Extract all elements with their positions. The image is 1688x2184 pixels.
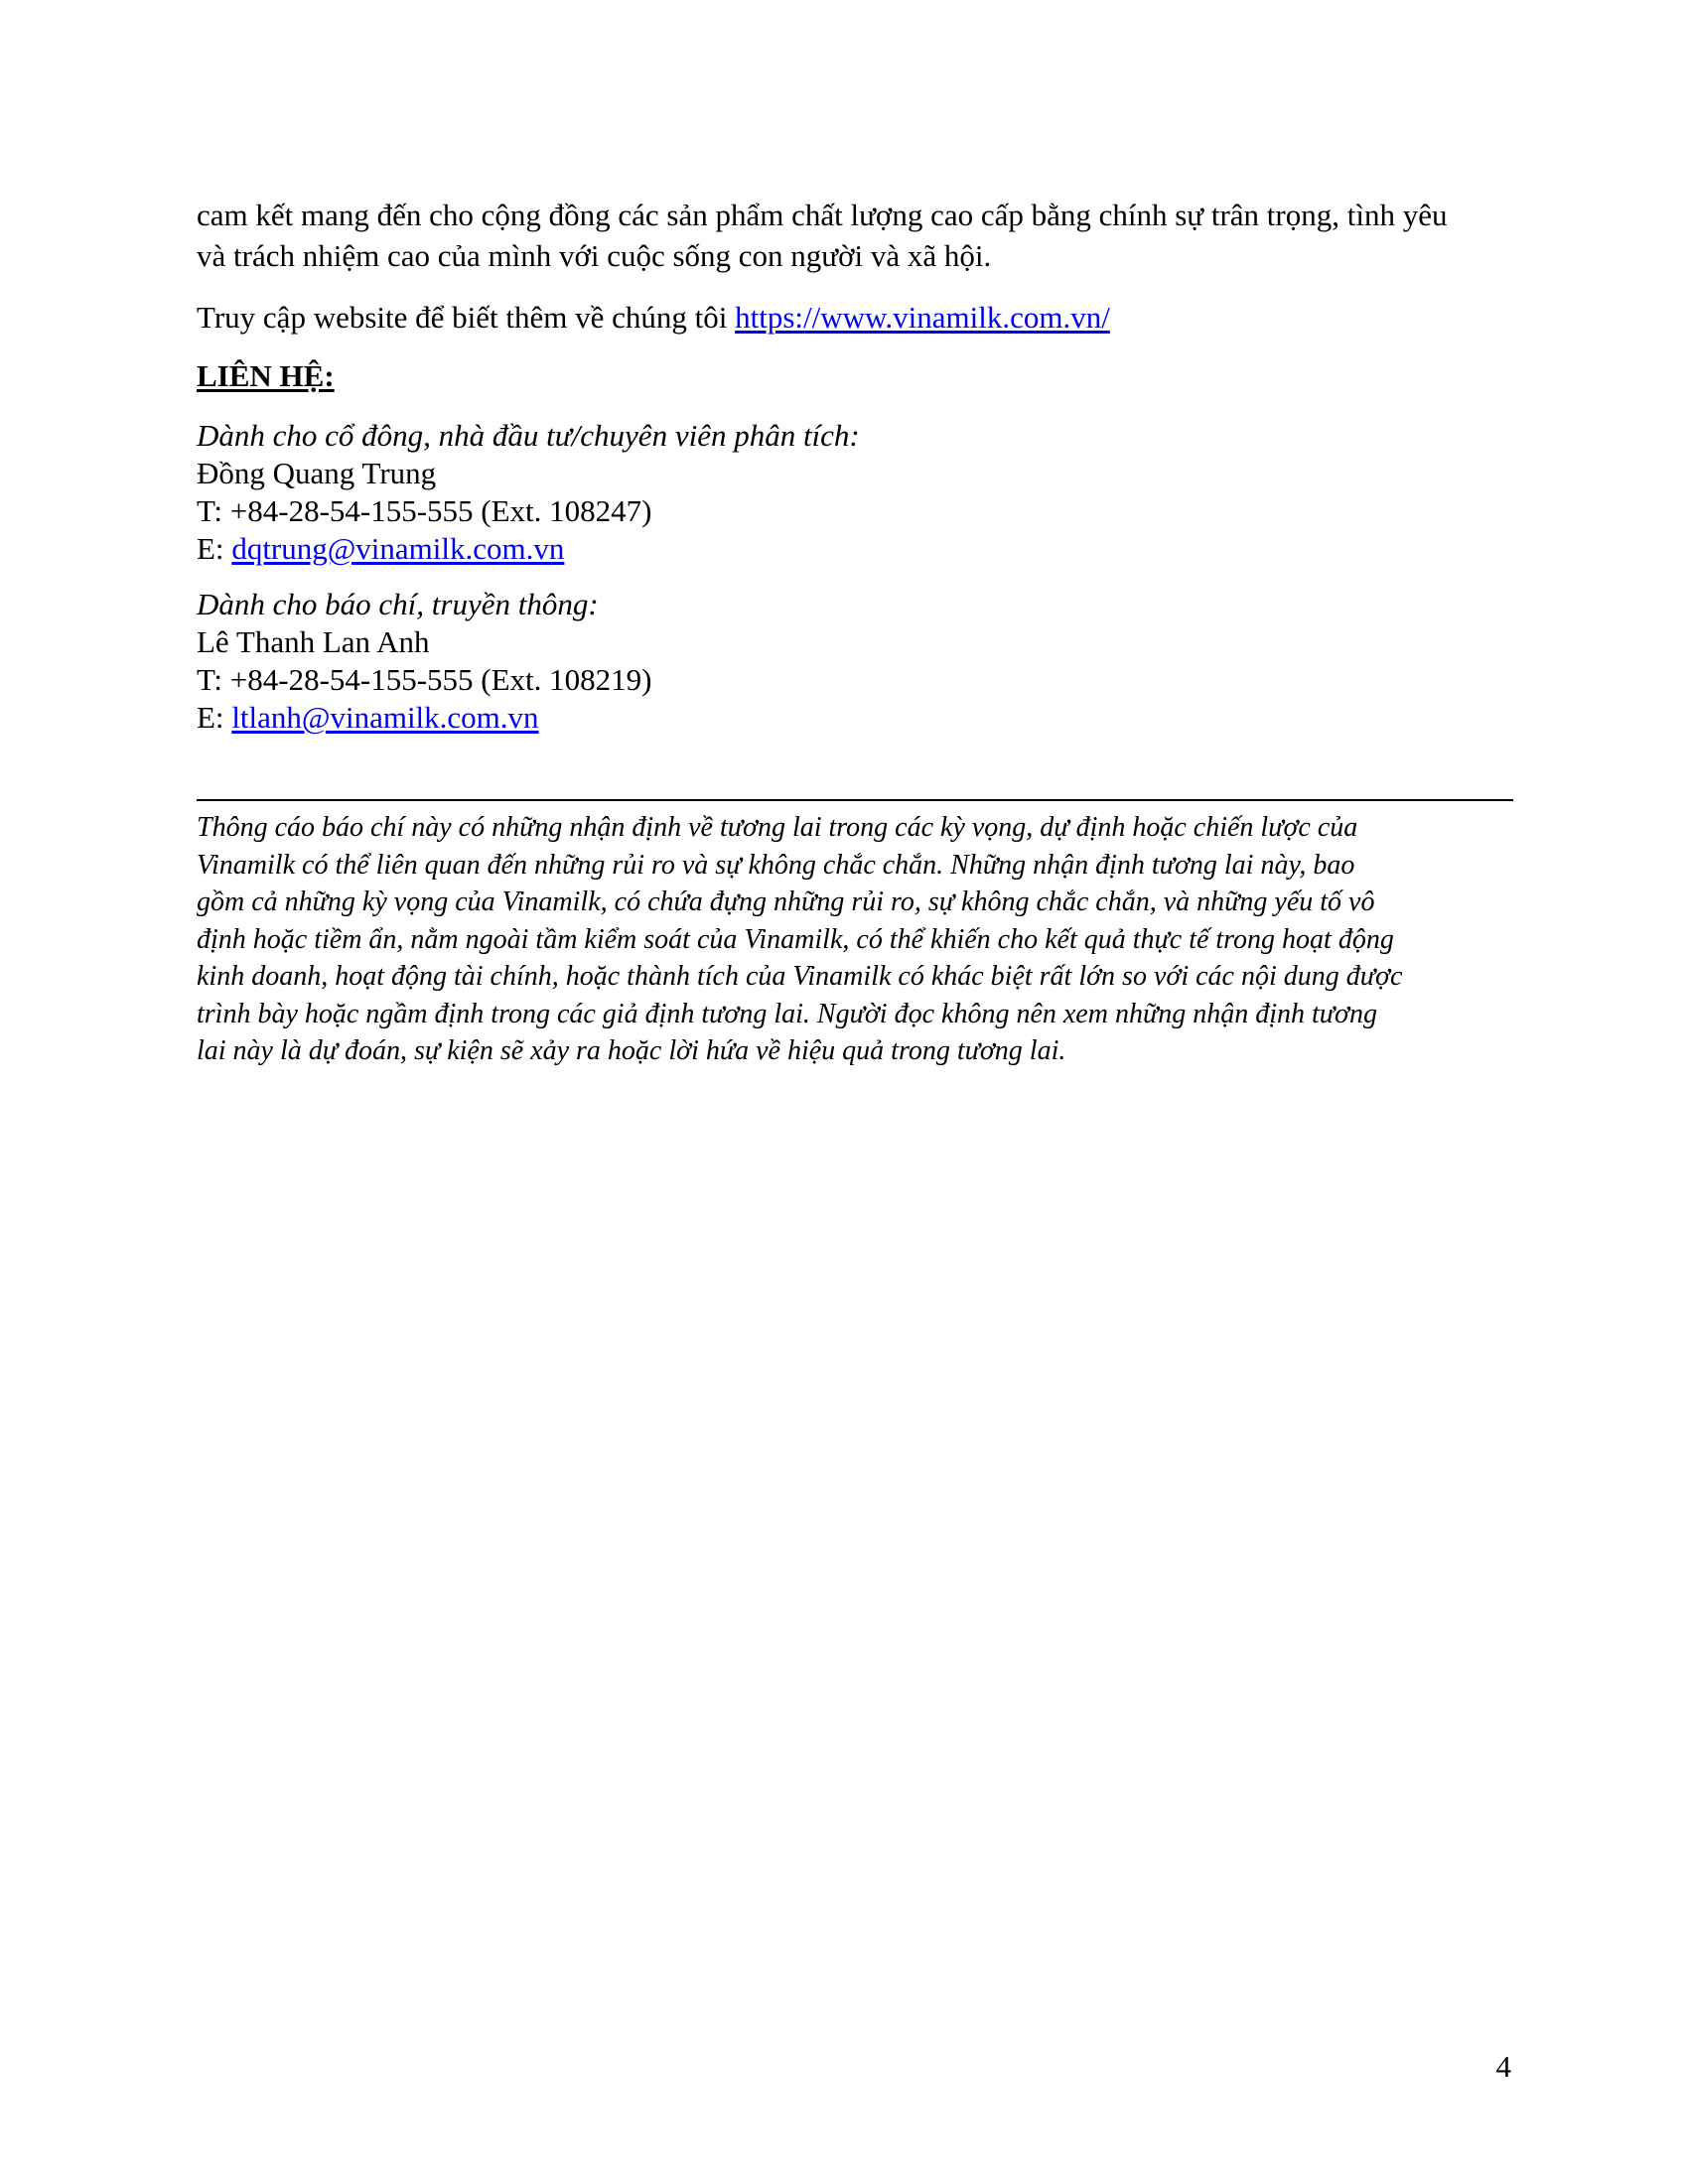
press-email-line	[197, 699, 1509, 737]
website-text: Truy cập website để biết thêm về chúng tôi	[197, 300, 728, 335]
disclaimer-paragraph	[197, 809, 1517, 1070]
disclaimer-line: trình bày hoặc ngầm định trong các giả định tương lai. Người đọc không nên xem những nhận định tương	[197, 998, 1377, 1029]
contact-heading: LIÊN HỆ:	[197, 358, 335, 393]
press-name: Lê Thanh Lan Anh	[197, 624, 430, 659]
website-paragraph	[197, 297, 1509, 338]
page-number: 4	[1495, 2049, 1511, 2084]
investor-contact	[197, 417, 1509, 568]
press-phone: +84-28-54-155-555 (Ext. 108219)	[229, 662, 652, 697]
phone-prefix: T:	[197, 493, 223, 528]
email-prefix: E:	[197, 531, 224, 566]
disclaimer-line: Vinamilk có thể liên quan đến những rủi ro và sự không chắc chắn. Những nhận định tương lai này, bao	[197, 849, 1355, 881]
investor-email-line	[197, 530, 1509, 568]
press-phone-line	[197, 661, 1509, 699]
intro-line-2: và trách nhiệm cao của mình với cuộc sống con người và xã hội.	[197, 238, 992, 273]
press-role: Dành cho báo chí, truyền thông:	[197, 587, 599, 621]
investor-phone-line	[197, 492, 1509, 530]
investor-name: Đồng Quang Trung	[197, 456, 437, 490]
press-email-link[interactable]: ltlanh@vinamilk.com.vn	[231, 700, 539, 735]
disclaimer-line: Thông cáo báo chí này có những nhận định về tương lai trong các kỳ vọng, dự định hoặc chiến lược của	[197, 812, 1358, 843]
email-prefix: E:	[197, 700, 224, 735]
website-link[interactable]: https://www.vinamilk.com.vn/	[735, 300, 1110, 335]
intro-paragraph	[197, 195, 1517, 276]
phone-prefix: T:	[197, 662, 223, 697]
press-contact	[197, 586, 1509, 737]
disclaimer-line: lai này là dự đoán, sự kiện sẽ xảy ra hoặc lời hứa về hiệu quả trong tương lai.	[197, 1035, 1066, 1066]
investor-phone: +84-28-54-155-555 (Ext. 108247)	[229, 493, 652, 528]
document-page	[197, 195, 1509, 1070]
disclaimer-line: kinh doanh, hoạt động tài chính, hoặc thành tích của Vinamilk có khác biệt rất lớn so với các nội dung được	[197, 961, 1403, 992]
disclaimer-line: gồm cả những kỳ vọng của Vinamilk, có chứa đựng những rủi ro, sự không chắc chắn, và những yếu tố vô	[197, 887, 1375, 917]
investor-role: Dành cho cổ đông, nhà đầu tư/chuyên viên phân tích:	[197, 418, 860, 453]
intro-line-1: cam kết mang đến cho cộng đồng các sản phẩm chất lượng cao cấp bằng chính sự trân trọng, tình yêu	[197, 198, 1448, 232]
investor-email-link[interactable]: dqtrung@vinamilk.com.vn	[231, 531, 565, 566]
disclaimer-divider	[197, 799, 1513, 801]
disclaimer-line: định hoặc tiềm ẩn, nằm ngoài tầm kiểm soát của Vinamilk, có thể khiến cho kết quả thực tế trong hoạt động	[197, 923, 1394, 955]
